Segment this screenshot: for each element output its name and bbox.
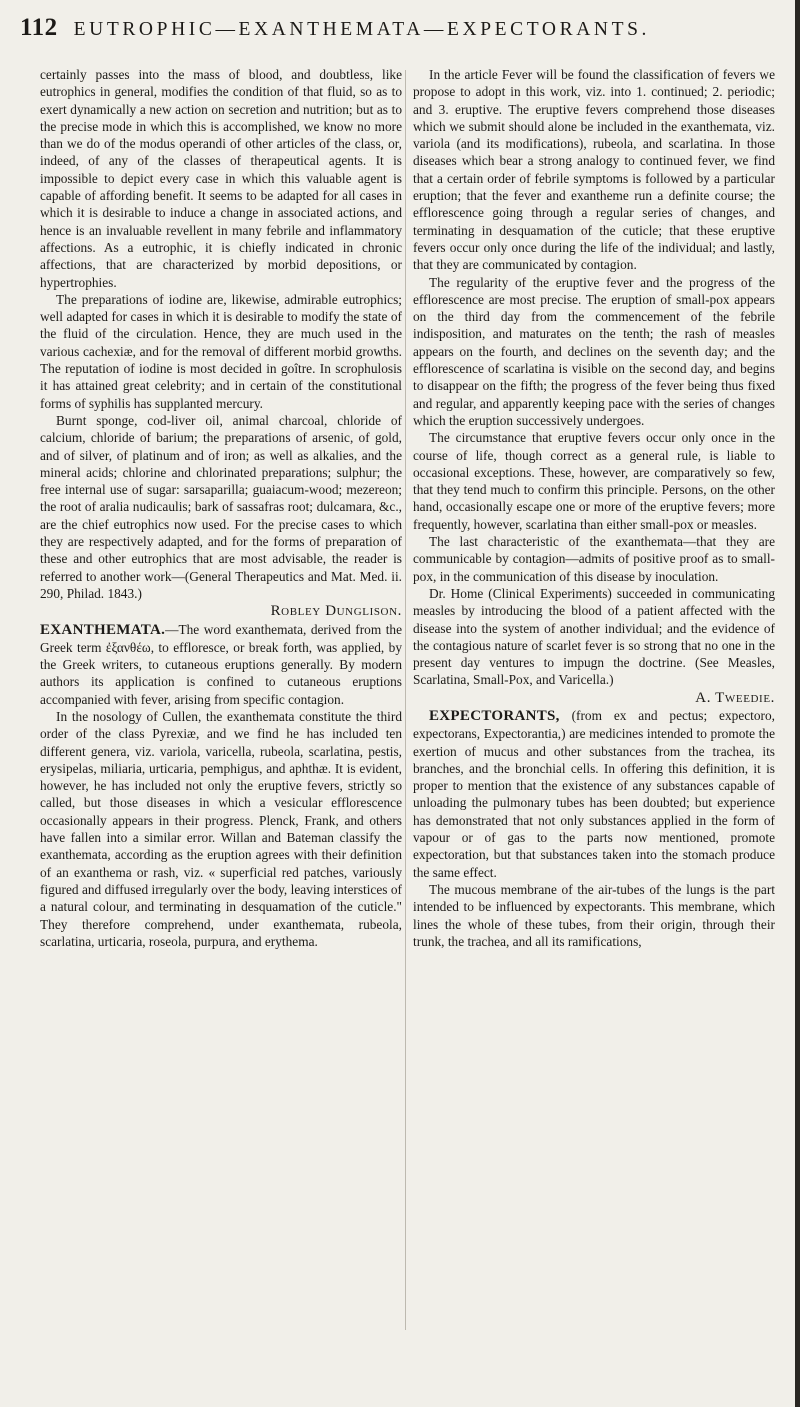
page-header (20, 14, 780, 54)
entry-body-exanthemata: —The word exanthemata, derived from the Greek term ἐξανθέω, to effloresce, or break forth, was applied, by the Greek writers, to cutaneous eruptions generally. By modern authors its application is confined to cutaneous eruptions accompanied with fever, arising from specific contagion. (40, 621, 402, 707)
left-column (40, 66, 402, 950)
running-title: EUTROPHIC—EXANTHEMATA—EXPECTORANTS. (73, 19, 651, 40)
author-signature-tweedie (413, 689, 775, 707)
signature-text: A. Tweedie. (695, 689, 775, 706)
entry-heading-exanthemata: EXANTHEMATA. (40, 621, 166, 638)
entry-exanthemata (40, 621, 402, 708)
entry-body-expectorants: (from ex and pectus; expectoro, expectorans, Expectorantia,) are medicines intended to promote the exertion of mucus and other substances from the trachea, its branches, and the bronchial cells. In offering this definition, it is proper to mention that the existence of any substances capable of unloading the pulmonary tubes has been doubted; but experience has demonstrated that not only substances applied in the form of vapour or of gas to the parts now mentioned, promote expectoration, but that substances taken into the stomach produce the same effect. (413, 707, 775, 880)
entry-expectorants (413, 707, 775, 881)
signature-text: Robley Dunglison. (270, 603, 402, 620)
paragraph-mucous-membrane: The mucous membrane of the air-tubes of the lungs is the part intended to be influenced by expectorants. This membrane, which lines the whole of these tubes, from their origin, through their trunk, the trachea, and all its ramifications, (413, 881, 775, 949)
page-edge-shadow (795, 0, 800, 1407)
paragraph-iodine-action: certainly passes into the mass of blood, and doubtless, like eutrophics in general, modifies the condition of that fluid, so as to exert dynamically a new action on secretion and nutrition; but as to the precise mode in which this is accomplished, we know no more than we do of the modus operandi of other articles of the class, or, indeed, of any of the classes of therapeutical agents. It is impossible to depict every case in which this valuable agent is capable of affording benefit. It seems to be adapted for all cases in which it is desirable to induce a change in associated actions, and hence is an invaluable revellent in many febrile and inflammatory affections. As a eutrophic, it is chiefly indicated in chronic affections, that are characterized by morbid depositions, or hypertrophies. (40, 67, 402, 290)
page-number: 112 (20, 14, 58, 41)
column-divider (405, 70, 406, 1330)
entry-heading-expectorants: EXPECTORANTS, (429, 707, 560, 724)
paragraph-fever-classification: In the article Fever will be found the classification of fevers we propose to adopt in this work, viz. into 1. continued; 2. periodic; and 3. eruptive. The eruptive fevers comprehend those diseases which we submit should alone be included in the exanthemata, viz. variola (and its modifications), rubeola, and scarlatina. In those diseases which bear a strong analogy to continued fever, we find that a certain order of febrile symptoms is followed by a particular eruption; that the fever and exantheme run a definite course; the efflorescence going through a regular series of changes, and terminating in desquamation of the cuticle; that these eruptive fevers occur only once during the life of the individual; and lastly, that they are communicated by contagion. (413, 67, 775, 273)
right-column (413, 66, 775, 950)
paragraph-occurrence-once: The circumstance that eruptive fevers occur only once in the course of life, though correct as a general rule, is liable to occasional exceptions. These, however, are comparatively so few, that they tend much to confirm this principle. Persons, on the other hand, occasionally escape one or more of the eruptive fevers; more frequently, however, scarlatina than either small-pox or measles. (413, 430, 775, 532)
paragraph-cullen-nosology: In the nosology of Cullen, the exanthemata constitute the third order of the class Pyrexiæ, and we find he has included ten different genera, viz. variola, varicella, rubeola, scarlatina, pestis, erysipelas, miliaria, urticaria, pemphigus, and aphthæ. It is evident, however, he has included not only the eruptive fevers, strictly so called, but those diseases in which a vesicular efflorescence occasionally appears in their progress. Plenck, Frank, and others have fallen into a similar error. Willan and Bateman classify the exanthemata, according as the eruption agrees with their definition of an exanthema or rash, viz. « superficial red patches, variously figured and diffused irregularly over the body, leaving interstices of a natural colour, and terminating in desquamation of the cuticle." They therefore comprehend, under exanthemata, rubeola, scarlatina, urticaria, roseola, purpura, and erythema. (40, 708, 402, 949)
paragraph-eruption-regularity: The regularity of the eruptive fever and the progress of the efflorescence are most precise. The eruption of small-pox appears on the third day from the commencement of the febrile indisposition, and maturates on the tenth; the rash of measles appears on the fourth, and declines on the seventh day; and the efflorescence of scarlatina is visible on the second day, and begins to disappear on the fifth; the progress of the fever being thus fixed and regular, and apparently keeping pace with the series of changes which the eruption successively undergoes. (413, 274, 775, 428)
paragraph-eutrophics-list: Burnt sponge, cod-liver oil, animal charcoal, chloride of calcium, chloride of barium; the preparations of arsenic, of gold, and of silver, of platinum and of iron; as well as alkalies, and the mineral acids; chlorine and chlorinated preparations; sulphur; the free internal use of sugar: sarsaparilla; guaiacum-wood; mezereon; the root of aralia nudicaulis; bark of sassafras root; dulcamara, &c., are the chief eutrophics now used. For the precise cases to which they are respectively adapted, and for the forms of preparation of these and other eutrophics that are most advisable, the reader is referred to another work—(General Therapeutics and Mat. Med. ii. 290, Philad. 1843.) (40, 412, 402, 601)
paragraph-contagion: The last characteristic of the exanthemata—that they are communicable by contagion—admits of positive proof as to small-pox, in the communication of this disease by inoculation. (413, 534, 775, 584)
paragraph-dr-home: Dr. Home (Clinical Experiments) succeeded in communicating measles by introducing the blood of a patient affected with the disease into the system of another individual; and the evidence of the contagious nature of scarlet fever is so strong that no one in the present day ventures to impugn the doctrine. (See Measles, Scarlatina, Small-Pox, and Varicella.) (413, 585, 775, 688)
paragraph-iodine-preparations: The preparations of iodine are, likewise, admirable eutrophics; well adapted for cases in which it is desirable to modify the state of the fluid of the circulation. Hence, they are much used in the various cachexiæ, and for the removal of different morbid growths. The reputation of iodine is most decided in goître. In scrophulosis it has attained great celebrity; and in certain of the constitutional forms of syphilis has supplanted mercury. (40, 291, 402, 411)
author-signature-dunglison (40, 602, 402, 620)
